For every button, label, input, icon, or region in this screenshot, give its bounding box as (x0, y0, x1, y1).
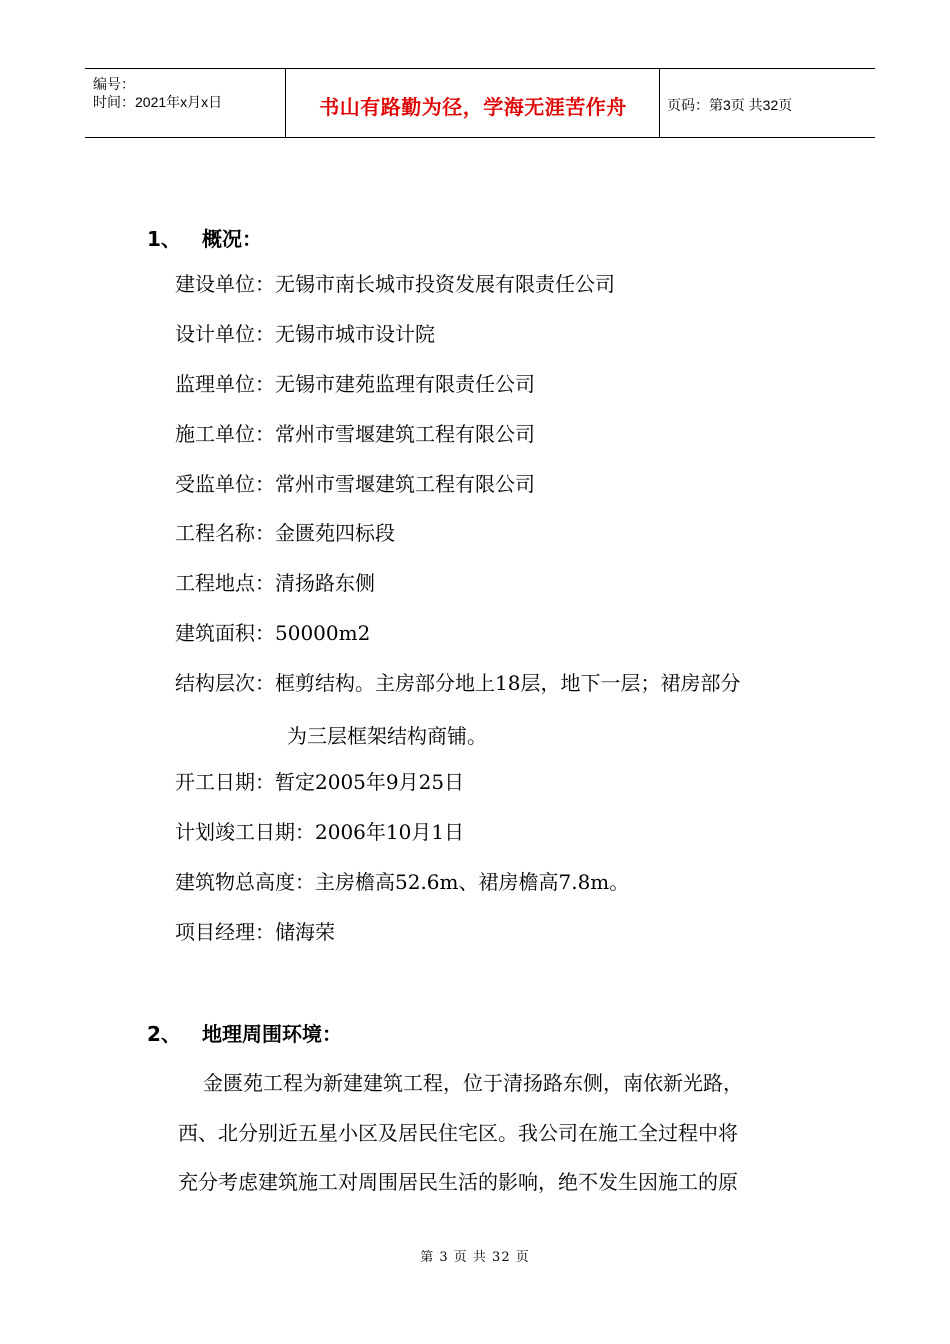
info-row (175, 421, 535, 447)
info-row (175, 620, 370, 646)
info-value: 金匮苑四标段 (275, 521, 395, 545)
info-value: 框剪结构。主房部分地上18层，地下一层；裙房部分 (275, 671, 741, 695)
section-heading-environment (147, 1018, 342, 1047)
section-number: 2、 (147, 1022, 181, 1046)
info-value: 暂定2005年9月25日 (275, 770, 465, 794)
info-row (175, 321, 435, 347)
info-value: 无锡市南长城市投资发展有限责任公司 (275, 272, 615, 296)
document-date: 时间：2021年x月x日 (93, 94, 223, 110)
info-label: 工程名称： (175, 521, 275, 545)
paragraph-line: 金匮苑工程为新建建筑工程，位于清扬路东侧，南依新光路， (203, 1071, 743, 1095)
info-row (175, 869, 629, 895)
info-row (175, 670, 740, 696)
info-label: 项目经理： (175, 920, 275, 944)
info-value: 储海荣 (275, 920, 335, 944)
info-label: 工程地点： (175, 571, 275, 595)
info-row (175, 471, 535, 497)
info-value: 无锡市建苑监理有限责任公司 (275, 372, 535, 396)
info-row (175, 371, 535, 397)
page-header (85, 68, 875, 138)
info-label: 建筑物总高度： (175, 870, 315, 894)
info-row (175, 819, 464, 845)
info-label: 设计单位： (175, 322, 275, 346)
header-page-info: 页码：第3页 共32页 (667, 97, 793, 113)
section-title: 地理周围环境： (202, 1022, 342, 1046)
section-heading-overview (147, 223, 262, 252)
info-value: 清扬路东侧 (275, 571, 375, 595)
info-value: 无锡市城市设计院 (275, 322, 435, 346)
document-number: 编号： (93, 76, 135, 92)
info-row (175, 520, 395, 546)
header-meta (93, 75, 285, 111)
section-number: 1、 (147, 227, 181, 251)
info-value-continued: 为三层框架结构商铺。 (287, 724, 487, 748)
paragraph-line: 充分考虑建筑施工对周围居民生活的影响，绝不发生因施工的原 (178, 1170, 738, 1194)
paragraph-line: 西、北分别近五星小区及居民住宅区。我公司在施工全过程中将 (178, 1121, 738, 1145)
info-value: 常州市雪堰建筑工程有限公司 (275, 472, 535, 496)
header-motto: 书山有路勤为径，学海无涯苦作舟 (319, 94, 627, 119)
info-value: 常州市雪堰建筑工程有限公司 (275, 422, 535, 446)
info-label: 结构层次： (175, 671, 275, 695)
info-row (175, 769, 464, 795)
info-value: 2006年10月1日 (315, 820, 465, 844)
info-value: 50000m2 (275, 621, 371, 645)
info-label: 施工单位： (175, 422, 275, 446)
info-label: 建设单位： (175, 272, 275, 296)
info-label: 建筑面积： (175, 621, 275, 645)
section-title: 概况： (202, 227, 262, 251)
header-divider (659, 69, 660, 137)
page-footer: 第 3 页 共 32 页 (420, 1250, 530, 1265)
info-label: 监理单位： (175, 372, 275, 396)
info-label: 开工日期： (175, 770, 275, 794)
info-row (175, 271, 615, 297)
info-value: 主房檐高52.6m、裙房檐高7.8m。 (315, 870, 630, 894)
info-row (175, 570, 375, 596)
info-row (175, 919, 335, 945)
info-label: 计划竣工日期： (175, 820, 315, 844)
info-label: 受监单位： (175, 472, 275, 496)
